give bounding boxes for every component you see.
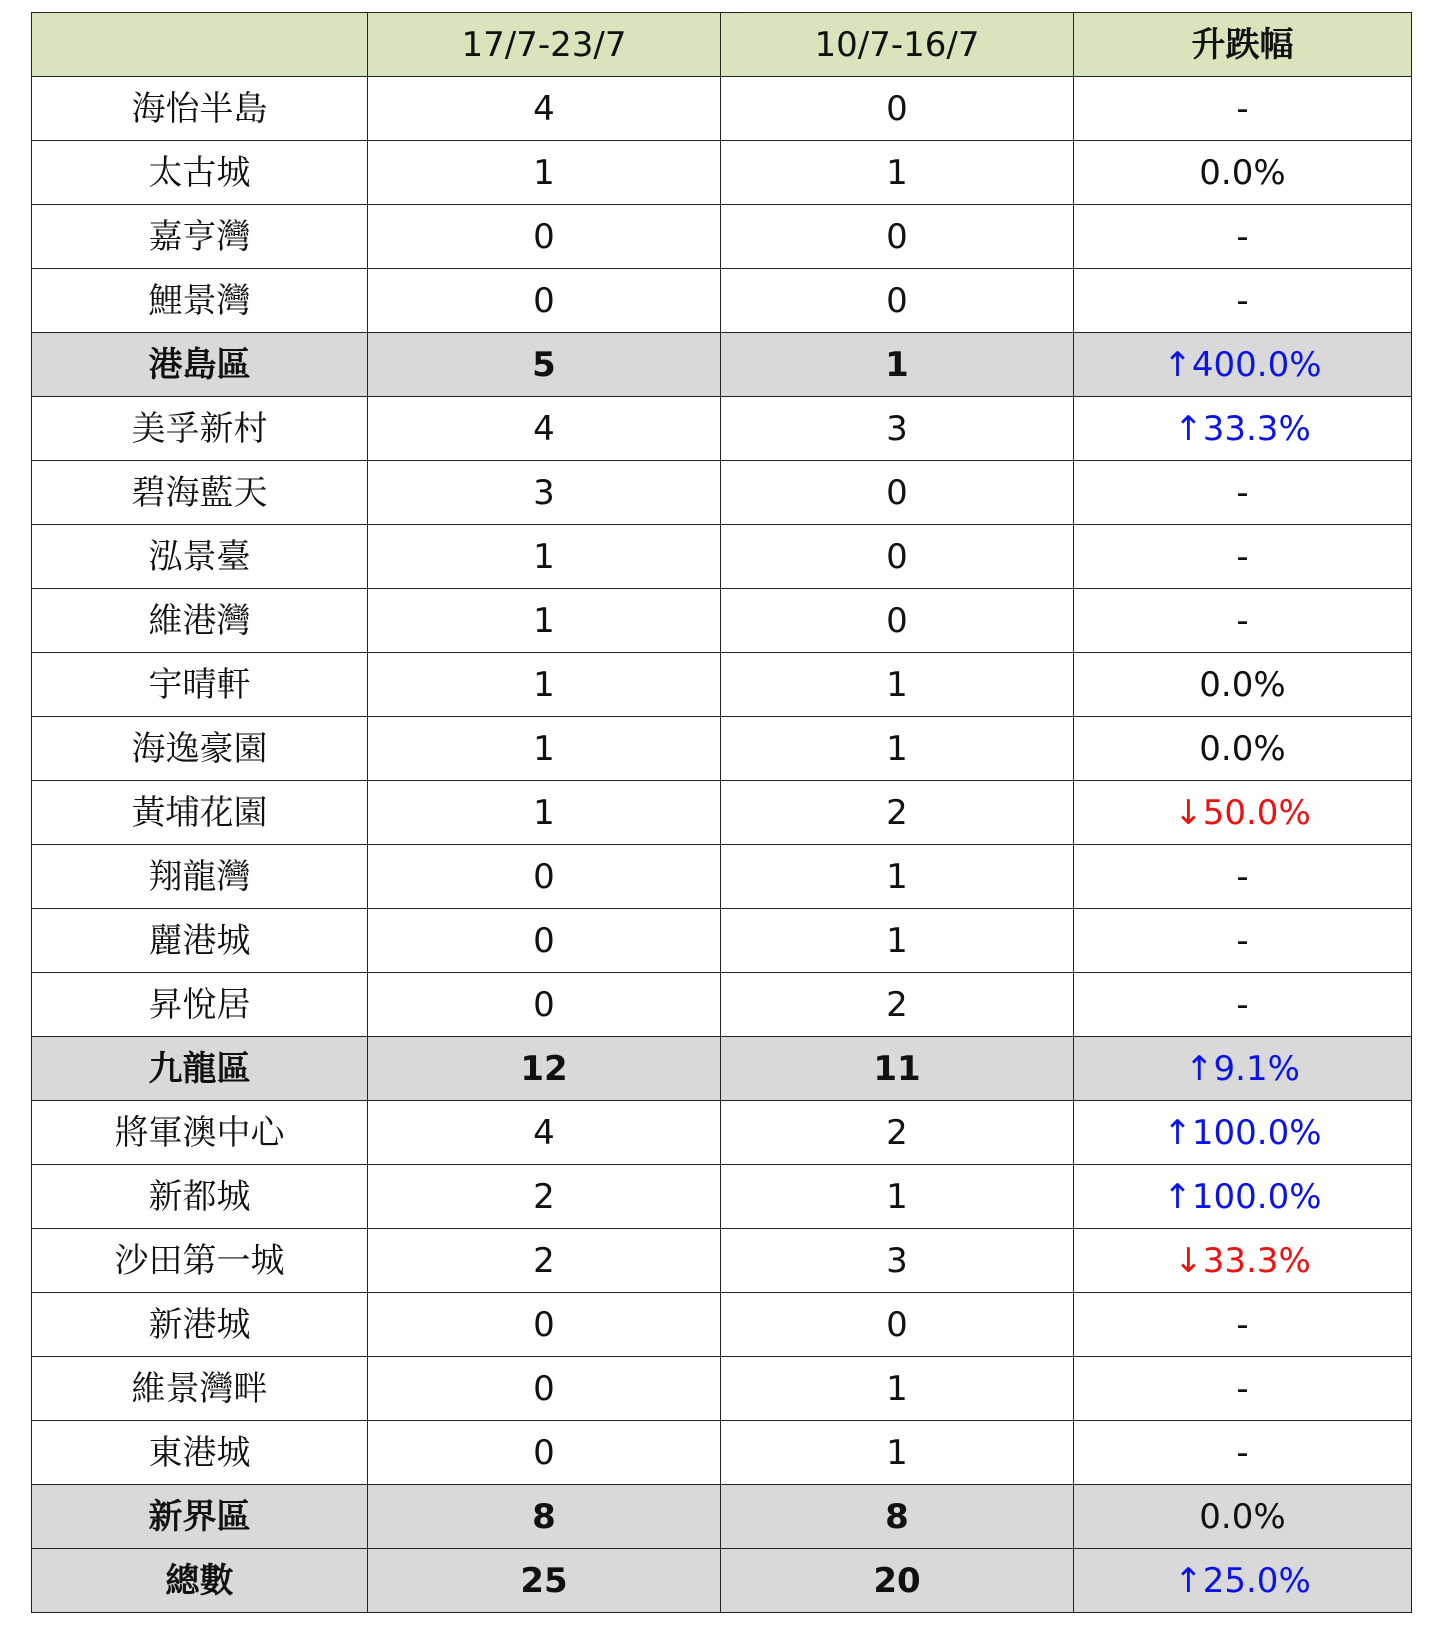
table-row [32,1229,1412,1293]
current-week-cell: 4 [368,77,721,141]
change-cell: - [1074,461,1412,525]
table-row [32,77,1412,141]
change-cell: ↓50.0% [1074,781,1412,845]
change-cell: ↑100.0% [1074,1165,1412,1229]
change-cell: - [1074,1293,1412,1357]
estate-name-cell: 嘉亨灣 [32,205,368,269]
previous-week-cell: 0 [721,525,1074,589]
change-cell: ↑33.3% [1074,397,1412,461]
table-row [32,1293,1412,1357]
previous-week-cell: 3 [721,397,1074,461]
change-cell: - [1074,205,1412,269]
change-cell: ↑9.1% [1074,1037,1412,1101]
estate-name-cell: 維景灣畔 [32,1357,368,1421]
table-row [32,205,1412,269]
change-cell: ↑100.0% [1074,1101,1412,1165]
header-name [32,13,368,77]
estate-name-cell: 新都城 [32,1165,368,1229]
change-cell: - [1074,525,1412,589]
table-row [32,1165,1412,1229]
subtotal-row [32,1037,1412,1101]
previous-week-cell: 0 [721,77,1074,141]
table-row [32,269,1412,333]
change-cell: 0.0% [1074,717,1412,781]
previous-week-cell: 2 [721,781,1074,845]
estate-name-cell: 將軍澳中心 [32,1101,368,1165]
estate-name-cell: 美孚新村 [32,397,368,461]
previous-week-cell: 8 [721,1485,1074,1549]
table-row [32,397,1412,461]
header-row [32,13,1412,77]
change-cell: 0.0% [1074,141,1412,205]
current-week-cell: 4 [368,397,721,461]
estate-name-cell: 泓景臺 [32,525,368,589]
current-week-cell: 1 [368,781,721,845]
estate-name-cell: 太古城 [32,141,368,205]
estate-name-cell: 總數 [32,1549,368,1613]
estate-name-cell: 鯉景灣 [32,269,368,333]
previous-week-cell: 1 [721,141,1074,205]
table-row [32,909,1412,973]
previous-week-cell: 2 [721,1101,1074,1165]
current-week-cell: 1 [368,717,721,781]
table-row [32,1357,1412,1421]
table-row [32,1101,1412,1165]
estate-name-cell: 新界區 [32,1485,368,1549]
change-cell: ↑25.0% [1074,1549,1412,1613]
current-week-cell: 0 [368,1293,721,1357]
previous-week-cell: 1 [721,333,1074,397]
table-row [32,1421,1412,1485]
change-cell: - [1074,973,1412,1037]
change-cell: 0.0% [1074,653,1412,717]
estate-name-cell: 新港城 [32,1293,368,1357]
header-previous-week: 10/7-16/7 [721,13,1074,77]
current-week-cell: 0 [368,1357,721,1421]
current-week-cell: 8 [368,1485,721,1549]
current-week-cell: 4 [368,1101,721,1165]
current-week-cell: 1 [368,589,721,653]
current-week-cell: 3 [368,461,721,525]
previous-week-cell: 0 [721,205,1074,269]
previous-week-cell: 2 [721,973,1074,1037]
previous-week-cell: 0 [721,1293,1074,1357]
table-row [32,141,1412,205]
previous-week-cell: 1 [721,653,1074,717]
estate-name-cell: 宇晴軒 [32,653,368,717]
previous-week-cell: 3 [721,1229,1074,1293]
table-row [32,653,1412,717]
table-row [32,973,1412,1037]
previous-week-cell: 1 [721,717,1074,781]
estate-name-cell: 港島區 [32,333,368,397]
table-row [32,717,1412,781]
previous-week-cell: 1 [721,1357,1074,1421]
current-week-cell: 1 [368,141,721,205]
current-week-cell: 0 [368,205,721,269]
table-row [32,781,1412,845]
estate-name-cell: 維港灣 [32,589,368,653]
estate-name-cell: 翔龍灣 [32,845,368,909]
estate-name-cell: 昇悅居 [32,973,368,1037]
table-row [32,525,1412,589]
change-cell: ↑400.0% [1074,333,1412,397]
current-week-cell: 1 [368,525,721,589]
estate-name-cell: 碧海藍天 [32,461,368,525]
current-week-cell: 2 [368,1165,721,1229]
subtotal-row [32,1485,1412,1549]
transactions-table [31,12,1412,1613]
table-row [32,589,1412,653]
header-current-week: 17/7-23/7 [368,13,721,77]
change-cell: - [1074,589,1412,653]
current-week-cell: 1 [368,653,721,717]
current-week-cell: 0 [368,973,721,1037]
previous-week-cell: 1 [721,1165,1074,1229]
estate-name-cell: 九龍區 [32,1037,368,1101]
current-week-cell: 12 [368,1037,721,1101]
previous-week-cell: 1 [721,909,1074,973]
current-week-cell: 0 [368,909,721,973]
previous-week-cell: 20 [721,1549,1074,1613]
change-cell: - [1074,845,1412,909]
table-row [32,845,1412,909]
table-row [32,461,1412,525]
change-cell: - [1074,1421,1412,1485]
previous-week-cell: 0 [721,269,1074,333]
header-change: 升跌幅 [1074,13,1412,77]
previous-week-cell: 1 [721,845,1074,909]
estate-name-cell: 東港城 [32,1421,368,1485]
estate-name-cell: 麗港城 [32,909,368,973]
change-cell: - [1074,77,1412,141]
previous-week-cell: 1 [721,1421,1074,1485]
change-cell: 0.0% [1074,1485,1412,1549]
table-body [32,77,1412,1613]
current-week-cell: 0 [368,269,721,333]
current-week-cell: 0 [368,1421,721,1485]
change-cell: ↓33.3% [1074,1229,1412,1293]
estate-name-cell: 黃埔花園 [32,781,368,845]
estate-name-cell: 海逸豪園 [32,717,368,781]
current-week-cell: 5 [368,333,721,397]
estate-name-cell: 沙田第一城 [32,1229,368,1293]
estate-name-cell: 海怡半島 [32,77,368,141]
subtotal-row [32,333,1412,397]
change-cell: - [1074,269,1412,333]
subtotal-row [32,1549,1412,1613]
previous-week-cell: 0 [721,589,1074,653]
previous-week-cell: 0 [721,461,1074,525]
change-cell: - [1074,1357,1412,1421]
current-week-cell: 0 [368,845,721,909]
change-cell: - [1074,909,1412,973]
current-week-cell: 25 [368,1549,721,1613]
table-header [32,13,1412,77]
previous-week-cell: 11 [721,1037,1074,1101]
current-week-cell: 2 [368,1229,721,1293]
